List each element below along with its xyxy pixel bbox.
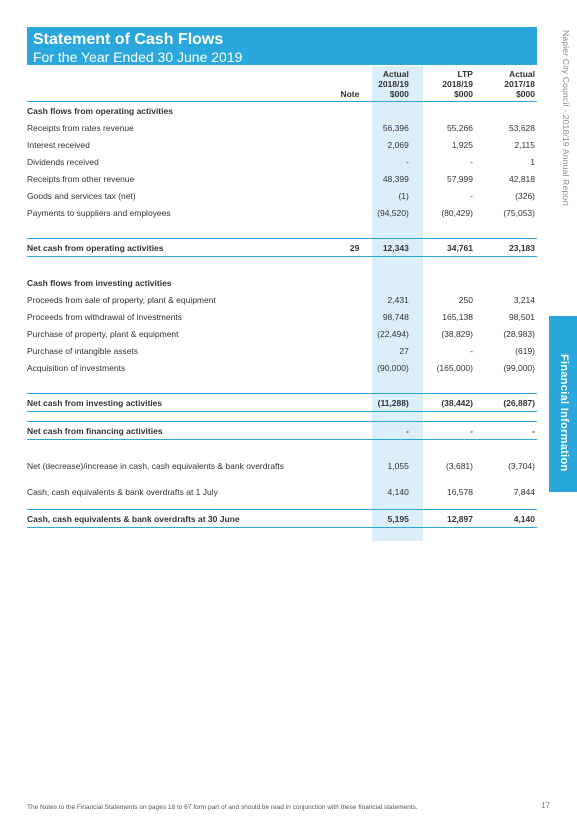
actual-2019-header: Actual 2018/19 $000 (378, 69, 409, 99)
row-note (324, 153, 363, 170)
row-note (324, 394, 363, 412)
value-ltp-2019 (424, 102, 475, 120)
spacer-row (27, 257, 537, 275)
footnote: The Notes to the Financial Statements on pages 18 to 67 form part of and should be read in conjunction with these financial statements. (27, 804, 418, 811)
row-note (324, 291, 363, 308)
row-note (324, 136, 363, 153)
row-note (324, 187, 363, 204)
value-actual-2018: 42,818 (509, 173, 535, 184)
total-row (27, 394, 537, 412)
value-actual-2019: 27 (399, 345, 409, 356)
table-row (27, 342, 537, 359)
row-label: Cash flows from investing activities (27, 277, 172, 288)
table-row (27, 153, 537, 170)
spacer-row (27, 500, 537, 510)
row-label: Interest received (27, 139, 90, 150)
value-actual-2019: (90,000) (377, 362, 409, 373)
spacer-row (27, 376, 537, 394)
row-label: Proceeds from sale of property, plant & equipment (27, 294, 216, 305)
table-row (27, 308, 537, 325)
page-title: Statement of Cash Flows (33, 31, 224, 48)
row-label: Net cash from investing activities (27, 397, 163, 408)
section-heading-row (27, 274, 537, 291)
row-note (324, 510, 363, 528)
row-label: Dividends received (27, 156, 99, 167)
row-note (324, 102, 363, 120)
value-actual-2019: 5,195 (387, 513, 409, 524)
row-note (324, 483, 363, 500)
value-ltp-2019: - (470, 425, 473, 436)
value-actual-2018: (75,053) (503, 207, 535, 218)
row-note (324, 359, 363, 376)
table-row (27, 359, 537, 376)
spacer-row (27, 221, 537, 239)
row-label: Cash, cash equivalents & bank overdrafts at 1 July (27, 486, 218, 497)
value-actual-2018: - (532, 425, 535, 436)
value-actual-2019: - (405, 425, 409, 436)
value-actual-2018: (28,983) (503, 328, 535, 339)
value-actual-2018: 23,183 (509, 242, 535, 253)
row-label: Receipts from rates revenue (27, 122, 134, 133)
row-note (324, 170, 363, 187)
row-label: Acquisition of investments (27, 362, 126, 373)
section-tab-label: Financial Information (558, 354, 570, 472)
page-subtitle: For the Year Ended 30 June 2019 (33, 49, 243, 65)
row-label: Purchase of property, plant & equipment (27, 328, 179, 339)
total-row (27, 510, 537, 528)
value-actual-2019: (94,520) (377, 207, 409, 218)
value-actual-2019: 1,055 (387, 460, 409, 471)
row-note (324, 457, 363, 474)
value-actual-2018: 1 (530, 156, 535, 167)
value-ltp-2019: (38,829) (441, 328, 473, 339)
row-label: Purchase of intangible assets (27, 345, 139, 356)
value-actual-2018: (26,887) (503, 397, 535, 408)
row-note (324, 325, 363, 342)
value-ltp-2019: 250 (458, 294, 473, 305)
note-column-header: Note (340, 89, 360, 99)
value-actual-2019 (363, 274, 413, 291)
value-actual-2018: (99,000) (503, 362, 535, 373)
value-actual-2018: 53,628 (509, 122, 535, 133)
title-banner (27, 27, 537, 65)
row-label: Net (decrease)/increase in cash, cash equivalents & bank overdrafts (27, 460, 285, 471)
actual-2018-header: Actual 2017/18 $000 (504, 69, 535, 99)
row-note: 29 (349, 242, 360, 253)
table-row (27, 170, 537, 187)
value-ltp-2019: 1,925 (451, 139, 473, 150)
value-actual-2019: (11,288) (377, 397, 409, 408)
row-label: Payments to suppliers and employees (27, 207, 171, 218)
total-row (27, 239, 537, 257)
value-actual-2018 (486, 102, 537, 120)
cash-flow-table (27, 66, 537, 528)
value-ltp-2019: 165,138 (442, 311, 473, 322)
row-label: Net cash from financing activities (27, 425, 163, 436)
value-actual-2019: 2,069 (387, 139, 409, 150)
row-label: Cash, cash equivalents & bank overdrafts at 30 June (27, 513, 240, 524)
row-note (324, 119, 363, 136)
value-ltp-2019: (80,429) (441, 207, 473, 218)
value-actual-2019: 12,343 (382, 242, 409, 253)
value-actual-2019: 48,399 (382, 173, 409, 184)
value-ltp-2019: 12,897 (446, 513, 473, 524)
value-actual-2018: (326) (515, 190, 535, 201)
table-row (27, 291, 537, 308)
table-row (27, 204, 537, 221)
row-note (324, 274, 363, 291)
value-actual-2019 (363, 102, 413, 120)
value-actual-2019: 56,396 (382, 122, 409, 133)
spacer-row (27, 412, 537, 422)
value-actual-2019: (22,494) (377, 328, 409, 339)
ltp-2019-header: LTP 2018/19 $000 (442, 69, 473, 99)
value-actual-2019: - (405, 156, 409, 167)
value-ltp-2019: - (470, 345, 473, 356)
row-note (324, 342, 363, 359)
table-row (27, 136, 537, 153)
value-ltp-2019: (165,000) (436, 362, 473, 373)
value-actual-2018: 2,115 (514, 139, 535, 150)
value-ltp-2019: - (470, 156, 473, 167)
row-note (324, 204, 363, 221)
value-ltp-2019: 55,266 (446, 122, 473, 133)
row-label: Proceeds from withdrawal of investments (27, 311, 182, 322)
row-note (324, 308, 363, 325)
table-header-row (27, 66, 537, 102)
value-actual-2019: 2,431 (387, 294, 409, 305)
value-ltp-2019: 57,999 (446, 173, 473, 184)
row-label: Goods and services tax (net) (27, 190, 136, 201)
value-actual-2018: (3,704) (508, 460, 535, 471)
spacer-row (27, 440, 537, 458)
value-ltp-2019: (3,681) (446, 460, 473, 471)
row-label: Cash flows from operating activities (27, 105, 173, 116)
value-ltp-2019: 16,578 (446, 486, 473, 497)
table-row (27, 457, 537, 474)
row-note (324, 422, 363, 440)
spacer-row (27, 474, 537, 483)
value-actual-2019: 4,140 (387, 486, 409, 497)
value-ltp-2019: - (470, 190, 473, 201)
value-actual-2019: 98,748 (382, 311, 409, 322)
value-actual-2018: 3,214 (513, 294, 535, 305)
value-actual-2018 (486, 274, 537, 291)
total-row (27, 422, 537, 440)
value-actual-2018: 98,501 (509, 311, 535, 322)
row-label: Net cash from operating activities (27, 242, 164, 253)
section-heading-row (27, 102, 537, 120)
value-actual-2018: (619) (515, 345, 535, 356)
table-row (27, 119, 537, 136)
row-label: Receipts from other revenue (27, 173, 135, 184)
table-row (27, 187, 537, 204)
value-actual-2018: 7,844 (513, 486, 535, 497)
value-ltp-2019: (38,442) (441, 397, 473, 408)
value-ltp-2019: 34,761 (446, 242, 473, 253)
table-row (27, 325, 537, 342)
table-row (27, 483, 537, 500)
value-actual-2018: 4,140 (513, 513, 535, 524)
report-name-vertical: Napier City Council - 2018/19 Annual Report (561, 30, 571, 206)
value-actual-2019: (1) (398, 190, 409, 201)
page-number: 17 (541, 801, 550, 810)
section-tab[interactable] (549, 316, 577, 492)
value-ltp-2019 (424, 274, 475, 291)
